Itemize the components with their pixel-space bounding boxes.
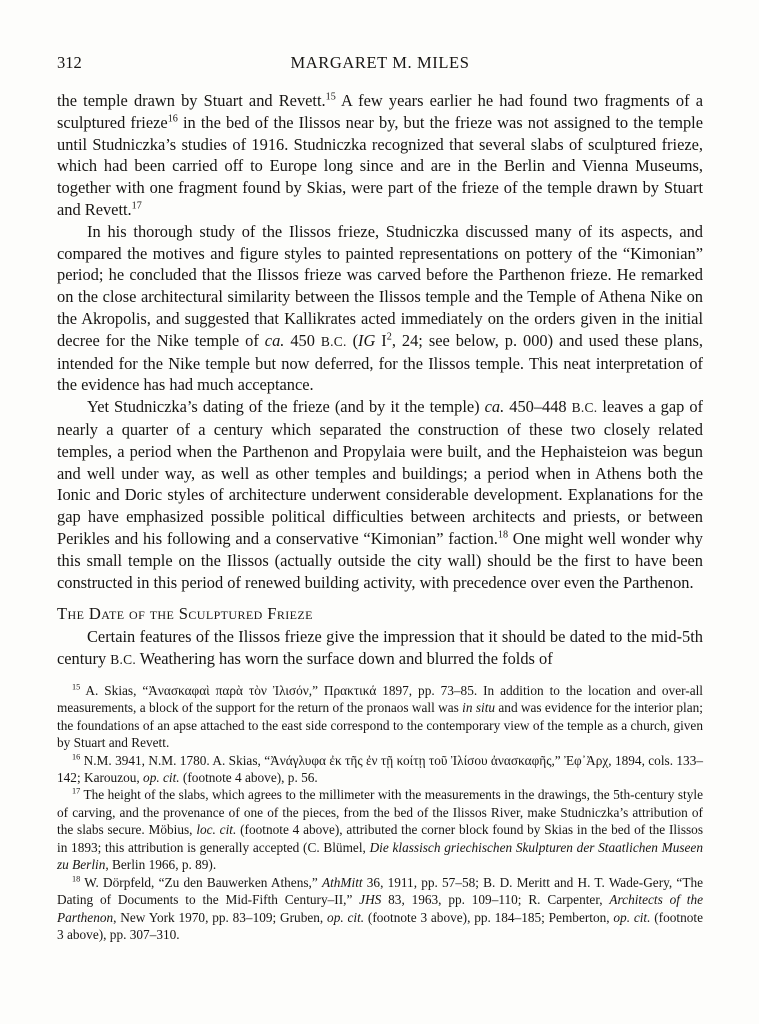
footnote-16: $^{16}$ N.M. 3941, N.M. 1780. A. Skias, “Ἀνάγλυφα ἐκ τῆς ἐν τῇ κοίτῃ τοῦ Ἰλίσου ἀνασκαφῆς,” Ἐφ᾽Ἀρχ, 1894, cols. 133–142; Karouzou, op. cit. (footnote 4 above), p. 56. — [57, 752, 703, 785]
footnote-17: $^{17}$ The height of the slabs, which agrees to the millimeter with the measurements in the drawings, the 5th-century style of carving, and the provenance of one of the pieces, from the bed of the Ilissos River, make Studniczka’s attribution of the slabs secure. Möbius, loc. cit. (footnote 4 above), attributed the corner block found by Skias in the bed of the Ilissos in 1893; this attribution is generally accepted (C. Blümel, Die klassisch griechischen Skulpturen der Staatlichen Museen zu Berlin, Berlin 1966, p. 89). — [57, 787, 703, 873]
article-body — [57, 90, 703, 671]
page-number: 312 — [57, 53, 82, 72]
paragraph-dating-gap: Yet Studniczka’s dating of the frieze (and by it the temple) ca. 450–448 B.C. leaves a gap of nearly a quarter of a century which separated the construction of these two closely related temples, a period when the Parthenon and Propylaia were built, and the Hephaisteion was begun and well under way, as well as other temples and buildings; a period when in Athens both the Ionic and Doric styles of architecture underwent considerable development. Explanations for the gap have emphasized possible political difficulties between architects and priests, or between Perikles and his following and a conservative “Kimonian” faction.$^{18}$ One might well wonder why this small temple on the Ilissos (actually outside the city wall) should be the first to have been constructed in this period of renewed building activity, with precedence over even the Parthenon. — [57, 397, 703, 592]
page-header — [57, 53, 703, 73]
footnote-15: $^{15}$ A. Skias, “Ἀνασκαφαὶ παρὰ τὸν Ἰλισόν,” Πρακτικά 1897, pp. 73–85. In addition to the location and over-all measurements, a block of the support for the return of the pronaos wall was in situ and was evidence for the interior plan; the foundations of an apse attached to the east side correspond to the contemporary view of the temple as a church, given by Stuart and Revett. — [57, 682, 703, 751]
paragraph-frieze-date: Certain features of the Ilissos frieze give the impression that it should be dated to the mid-5th century B.C. Weathering has worn the surface down and blurred the folds of — [57, 627, 703, 668]
running-title: MARGARET M. MILES — [290, 53, 470, 72]
paragraph-continuation: the temple drawn by Stuart and Revett.$^{15}$ A few years earlier he had found two fragments of a sculptured frieze$^{16}$ in the bed of the Ilissos near by, but the frieze was not assigned to the temple until Studniczka’s studies of 1916. Studniczka recognized that several slabs of sculptured frieze, which had been carried off to Europe long since and are in the Berlin and Vienna Museums, together with one fragment found by Skias, were part of the frieze of the temple drawn by Stuart and Revett.$^{17}$ — [57, 91, 704, 219]
footnote-18: $^{18}$ W. Dörpfeld, “Zu den Bauwerken Athens,” AthMitt 36, 1911, pp. 57–58; B. D. Meritt and H. T. Wade-Gery, “The Dating of Documents to the Mid-Fifth Century–II,” JHS 83, 1963, pp. 109–110; R. Carpenter, Architects of the Parthenon, New York 1970, pp. 83–109; Gruben, op. cit. (footnote 3 above), pp. 184–185; Pemberton, op. cit. (footnote 3 above), pp. 307–310. — [57, 874, 704, 943]
paragraph-studniczka-study: In his thorough study of the Ilissos frieze, Studniczka discussed many of its aspects, and compared the motives and figure styles to painted representations on pottery of the “Kimonian” period; he concluded that the Ilissos frieze was carved before the Parthenon frieze. He remarked on the close architectural similarity between the Ilissos temple and the Temple of Athena Nike on the Akropolis, and suggested that Kallikrates acted immediately on the orders given in the initial decree for the Nike temple of ca. 450 B.C. (IG $I^2$, 24; see below, p. 000) and used these plans, intended for the Nike temple but now deferred, for the Ilissos temple. This neat interpretation of the evidence has had much acceptance. — [57, 221, 703, 395]
footnotes-block — [57, 682, 703, 944]
section-heading: The Date of the Sculptured Frieze — [57, 604, 313, 624]
